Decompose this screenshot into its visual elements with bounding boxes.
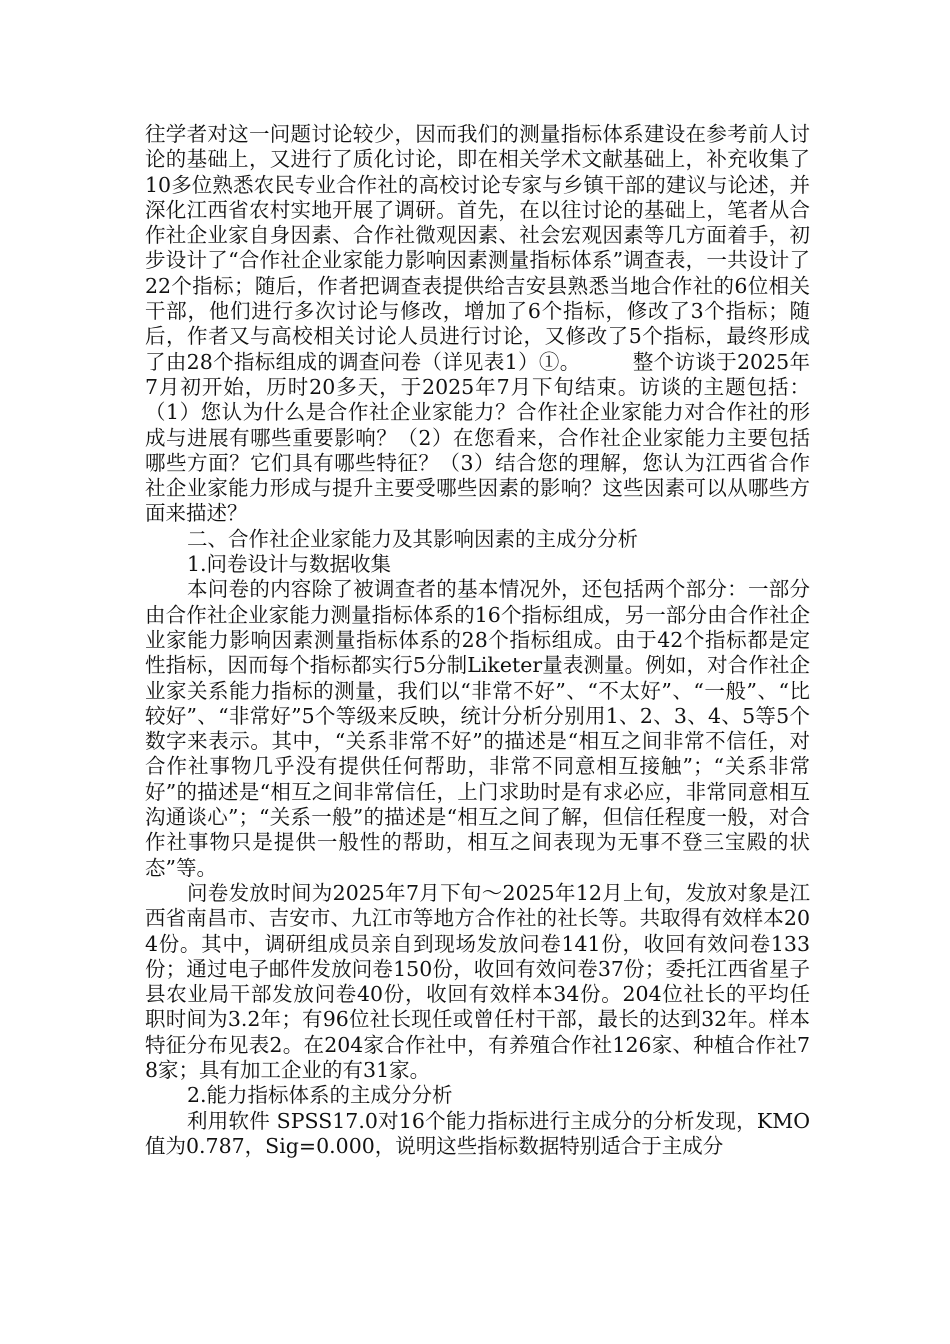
paragraph-research-method: 往学者对这一问题讨论较少，因而我们的测量指标体系建设在参考前人讨论的基础上，又进行了质化讨论，即在相关学术文献基础上，补充收集了10多位熟悉农民专业合作社的高校讨论专家与乡镇干部的建议与论述，并深化江西省农村实地开展了调研。首先，在以往讨论的基础上，笔者从合作社企业家自身因素、合作社微观因素、社会宏观因素等几方面着手，初步设计了“合作社企业家能力影响因素测量指标体系”调查表，一共设计了22个指标；随后，作者把调查表提供给吉安县熟悉当地合作社的6位相关干部，他们进行多次讨论与修改，增加了6个指标，修改了3个指标；随后，作者又与高校相关讨论人员进行讨论，又修改了5个指标，最终形成了由28个指标组成的调查问卷（详见表1）①。 整个访谈于2025年7月初开始，历时20多天，于2025年7月下旬结束。访谈的主题包括：（1）您认为什么是合作社企业家能力？合作社企业家能力对合作社的形成与进展有哪些重要影响？（2）在您看来，合作社企业家能力主要包括哪些方面？它们具有哪些特征？（3）结合您的理解，您认为江西省合作社企业家能力形成与提升主要受哪些因素的影响？这些因素可以从哪些方面来描述？ (145, 122, 810, 526)
paragraph-questionnaire-content: 本问卷的内容除了被调查者的基本情况外，还包括两个部分：一部分由合作社企业家能力测量指标体系的16个指标组成，另一部分由合作社企业家能力影响因素测量指标体系的28个指标组成。由于42个指标都是定性指标，因而每个指标都实行5分制Liketer量表测量。例如，对合作社企业家关系能力指标的测量，我们以“非常不好”、“不太好”、“一般”、“比较好”、“非常好”5个等级来反映，统计分析分别用1、2、3、4、5等5个数字来表示。其中，“关系非常不好”的描述是“相互之间非常不信任，对合作社事物几乎没有提供任何帮助，非常不同意相互接触”；“关系非常好”的描述是“相互之间非常信任，上门求助时是有求必应，非常同意相互沟通谈心”；“关系一般”的描述是“相互之间了解，但信任程度一般，对合作社事物只是提供一般性的帮助，相互之间表现为无事不登三宝殿的状态”等。 (145, 577, 810, 880)
paragraph-data-collection: 问卷发放时间为2025年7月下旬～2025年12月上旬，发放对象是江西省南昌市、吉安市、九江市等地方合作社的社长等。共取得有效样本204份。其中，调研组成员亲自到现场发放问卷141份，收回有效问卷133份；通过电子邮件发放问卷150份，收回有效问卷37份；委托江西省星子县农业局干部发放问卷40份，收回有效样本34份。204位社长的平均任职时间为3.2年；有96位社长现任或曾任村干部，最长的达到32年。样本特征分布见表2。在204家合作社中，有养殖合作社126家、种植合作社78家；具有加工企业的有31家。 (145, 880, 810, 1082)
section-heading: 二、合作社企业家能力及其影响因素的主成分分析 (187, 526, 638, 551)
paragraph-pca-analysis: 利用软件 SPSS17.0对16个能力指标进行主成分的分析发现，KMO值为0.787，Sig=0.000，说明这些指标数据特别适合于主成分 (145, 1108, 810, 1158)
document-page (145, 122, 810, 1159)
subsection-heading-questionnaire: 1.问卷设计与数据收集 (187, 552, 392, 577)
subsection-heading-pca: 2.能力指标体系的主成分分析 (187, 1083, 453, 1108)
